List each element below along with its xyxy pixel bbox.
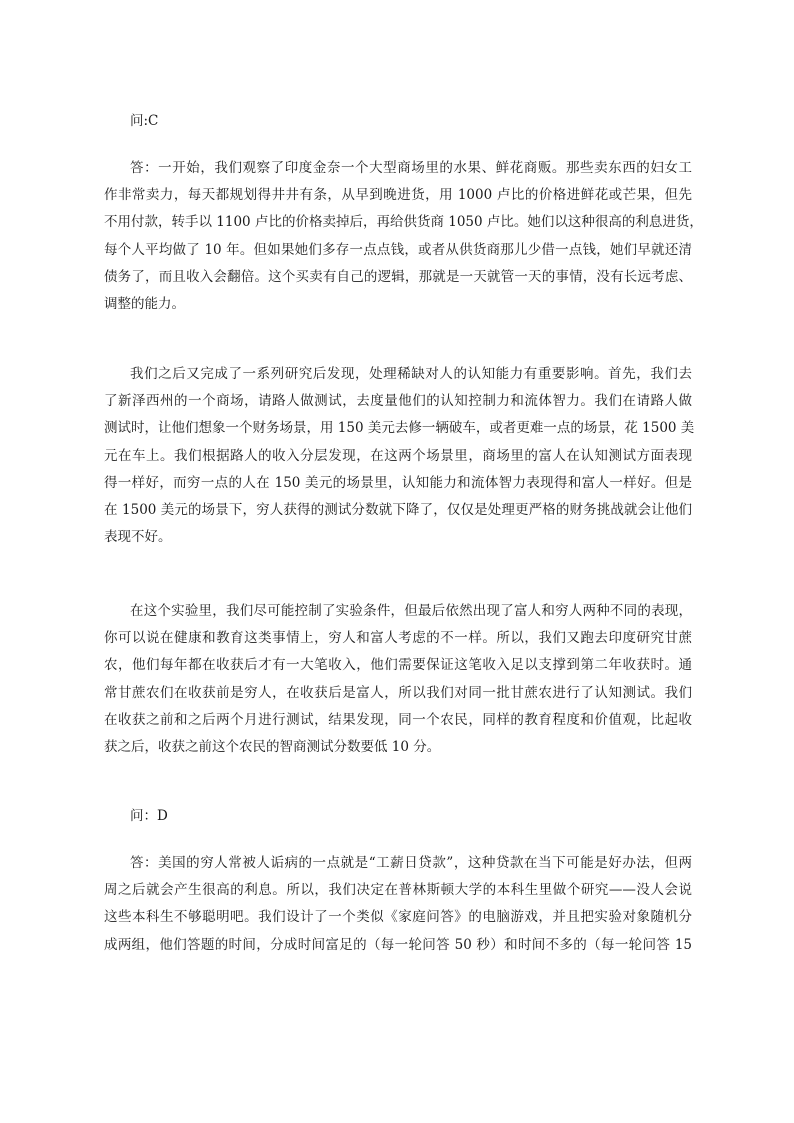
- answer-paragraph-1: [104, 155, 703, 318]
- text-line: 了新泽西州的一个商场，请路人做测试，去度量他们的认知控制力和流体智力。我们在请路人做: [104, 393, 692, 410]
- text-line: 我们之后又完成了一系列研究后发现，处理稀缺对人的认知能力有重要影响。首先，我们去: [130, 366, 692, 382]
- text-line: 答：美国的穷人常被人诟病的一点就是“工薪日贷款”，这种贷款在当下可能是好办法，但两: [130, 855, 692, 871]
- text-line: 债务了，而且收入会翻倍。这个买卖有自己的逻辑，那就是一天就管一天的事情，没有长远考虑、: [104, 268, 692, 285]
- question-heading-c: 问:C: [130, 113, 159, 129]
- text-line: 不用付款，转手以 1100 卢比的价格卖掉后，再给供货商 1050 卢比。她们以这种很高的利息进货，: [104, 214, 703, 231]
- text-line: 农，他们每年都在收获后才有一大笔收入，他们需要保证这笔收入足以支撑到第二年收获时。通: [104, 657, 692, 674]
- answer-paragraph-2: [104, 361, 695, 551]
- text-line: 成两组，他们答题的时间，分成时间富足的（每一轮问答 50 秒）和时间不多的（每一轮问答 15: [104, 936, 692, 953]
- text-line: 调整的能力。: [104, 296, 185, 313]
- text-line: 在 1500 美元的场景下，穷人获得的测试分数就下降了，仅仅是处理更严格的财务挑战就会让他们: [104, 502, 692, 519]
- text-line: 得一样好，而穷一点的人在 150 美元的场景里，认知能力和流体智力表现得和富人一样好。但是: [104, 474, 692, 491]
- text-line: 元在车上。我们根据路人的收入分层发现，在这两个场景里，商场里的富人在认知测试方面表现: [104, 447, 692, 464]
- text-line: 周之后就会产生很高的利息。所以，我们决定在普林斯顿大学的本科生里做个研究——没人会说: [104, 882, 692, 899]
- text-line: 作非常卖力，每天都规划得井井有条，从早到晚进货，用 1000 卢比的价格进鲜花或芒果，但先: [104, 187, 692, 204]
- text-line: 测试时，让他们想象一个财务场景，用 150 美元去修一辆破车，或者更难一点的场景，花 1500 美: [104, 420, 695, 437]
- question-heading-d: 问：D: [130, 808, 168, 824]
- text-line: 这些本科生不够聪明吧。我们设计了一个类似《家庭问答》的电脑游戏，并且把实验对象随机分: [104, 909, 692, 926]
- text-line: 在这个实验里，我们尽可能控制了实验条件，但最后依然出现了富人和穷人两种不同的表现，: [130, 603, 692, 619]
- text-line: 你可以说在健康和教育这类事情上，穷人和富人考虑的不一样。所以，我们又跑去印度研究甘蔗: [104, 630, 692, 647]
- text-line: 表现不好。: [104, 529, 172, 546]
- text-line: 获之后，收获之前这个农民的智商测试分数要低 10 分。: [104, 739, 441, 756]
- text-line: 在收获之前和之后两个月进行测试，结果发现，同一个农民，同样的教育程度和价值观，比起收: [104, 711, 692, 728]
- text-line: 常甘蔗农们在收获前是穷人，在收获后是富人，所以我们对同一批甘蔗农进行了认知测试。我们: [104, 684, 692, 701]
- answer-paragraph-3: [104, 598, 692, 761]
- text-line: 每个人平均做了 10 年。但如果她们多存一点点钱，或者从供货商那儿少借一点钱，她们早就还清: [104, 241, 692, 258]
- answer-paragraph-4: [104, 850, 692, 959]
- text-line: 答：一开始，我们观察了印度金奈一个大型商场里的水果、鲜花商贩。那些卖东西的妇女工: [130, 160, 692, 176]
